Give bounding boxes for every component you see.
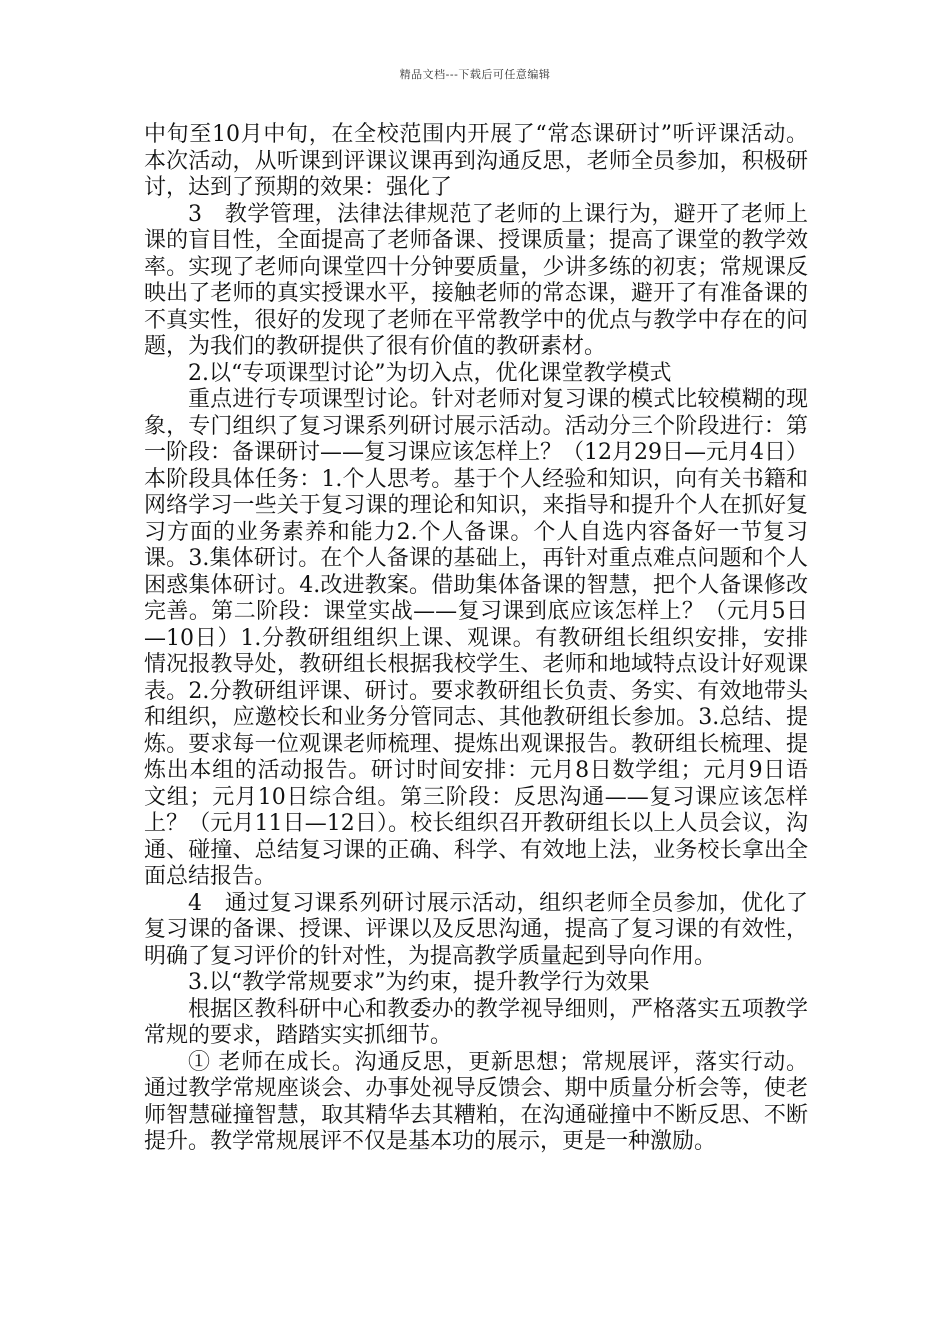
section-heading-3: 3.以“教学常规要求”为约束，提升教学行为效果 bbox=[188, 970, 650, 995]
paragraph-teaching-routine: 根据区教科研中心和教委办的教学视导细则，严格落实五项教学常规的要求，踏踏实实抓细节。 bbox=[144, 996, 808, 1048]
paragraph-intro: 中旬至10月中旬，在全校范围内开展了“常态课研讨”听评课活动。本次活动，从听课到评课议课再到沟通反思，老师全员参加，积极研讨，达到了预期的效果：强化了 bbox=[144, 122, 808, 200]
paragraph-review-lesson-outcome: 4 通过复习课系列研讨展示活动，组织老师全员参加，优化了复习课的备课、授课、评课以及反思沟通，提高了复习课的有效性，明确了复习评价的针对性，为提高教学质量起到导向作用。 bbox=[144, 890, 808, 969]
section-heading-2: 2.以“专项课型讨论”为切入点，优化课堂教学模式 bbox=[188, 360, 672, 386]
paragraph-teacher-growth: ① 老师在成长。沟通反思，更新思想；常规展评，落实行动。通过教学常规座谈会、办事处视导反馈会、期中质量分析会等，使老师智慧碰撞智慧，取其精华去其糟粕，在沟通碰撞中不断反思、不断提升。教学常规展评不仅是基本功的展示，更是一种激励。 bbox=[144, 1049, 808, 1154]
page-header: 精品文档---下载后可任意编辑 bbox=[399, 68, 551, 81]
paragraph-teaching-management: 3 教学管理，法律法律规范了老师的上课行为，避开了老师上课的盲目性，全面提高了老师备课、授课质量；提高了课堂的教学效率。实现了老师向课堂四十分钟要质量，少讲多练的初衷；常规课反映出了老师的真实授课水平，接触老师的常态课，避开了有准备课的不真实性，很好的发现了老师在平常教学中的优点与教学中存在的问题，为我们的教研提供了很有价值的教研素材。 bbox=[144, 201, 808, 359]
paragraph-review-lesson-activity: 重点进行专项课型讨论。针对老师对复习课的模式比较模糊的现象，专门组织了复习课系列研讨展示活动。活动分三个阶段进行：第一阶段：备课研讨——复习课应该怎样上？（12月29日—元月4日）本阶段具体任务：1.个人思考。基于个人经验和知识，向有关书籍和网络学习一些关于复习课的理论和知识，来指导和提升个人在抓好复习方面的业务素养和能力2.个人备课。个人自选内容备好一节复习课。3.集体研讨。在个人备课的基础上，再针对重点难点问题和个人困惑集体研讨。4.改进教案。借助集体备课的智慧，把个人备课修改完善。第二阶段：课堂实战——复习课到底应该怎样上？（元月5日—10日）1.分教研组组织上课、观课。有教研组长组织安排，安排情况报教导处，教研组长根据我校学生、老师和地域特点设计好观课表。2.分教研组评课、研讨。要求教研组长负责、务实、有效地带头和组织，应邀校长和业务分管同志、其他教研组长参加。3.总结、提炼。要求每一位观课老师梳理、提炼出观课报告。教研组长梳理、提炼出本组的活动报告。研讨时间安排：元月8日数学组；元月9日语文组；元月10日综合组。第三阶段：反思沟通——复习课应该怎样上？（元月11日—12日）。校长组织召开教研组长以上人员会议，沟通、碰撞、总结复习课的正确、科学、有效地上法，业务校长拿出全面总结报告。 bbox=[144, 387, 808, 889]
document-body bbox=[144, 122, 808, 1156]
